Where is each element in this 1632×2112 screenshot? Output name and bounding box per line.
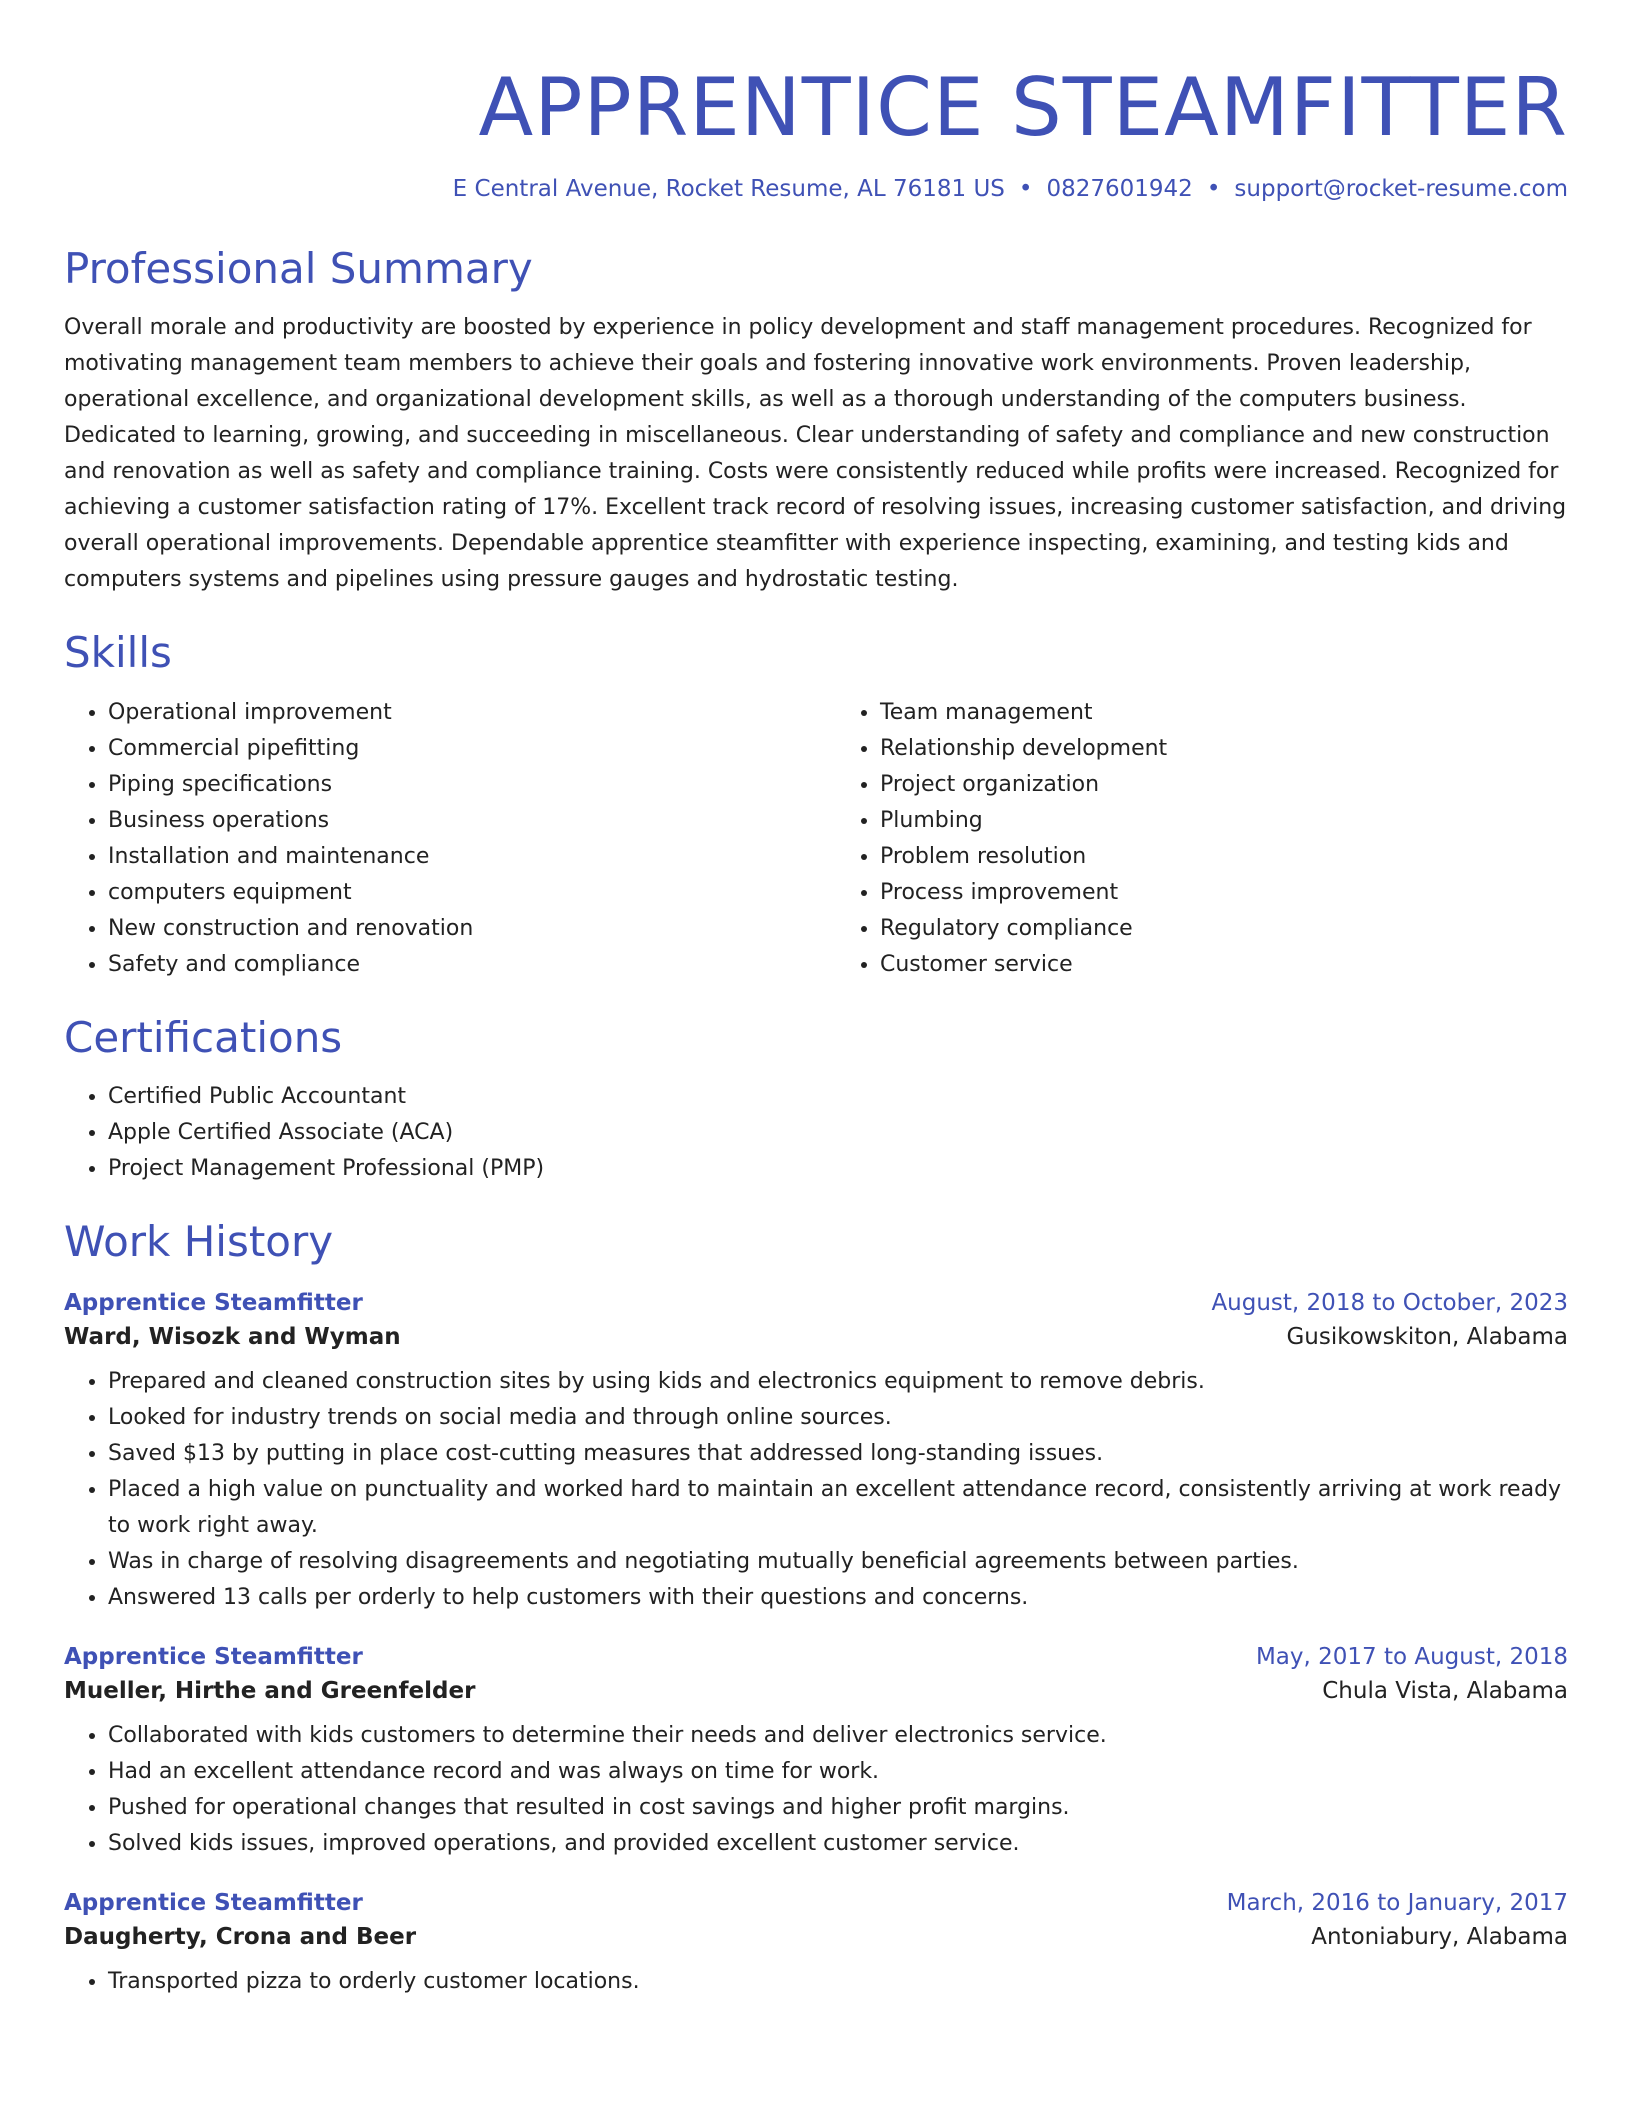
work-history-section [64,1217,1568,1999]
contact-separator: • [1206,176,1221,202]
job-entry [64,1890,1568,2000]
job-duty: • Solved kids issues, improved operations, and provided excellent customer service. [108,1826,1568,1862]
job-company: Daugherty, Crona and Beer [64,1923,417,1950]
skill-item: • Operational improvement [108,695,796,731]
certification-item: • Apple Certified Associate (ACA) [108,1115,1568,1151]
job-entry [64,1644,1568,1862]
skill-item: • Piping specifications [108,767,796,803]
job-duty: • Was in charge of resolving disagreements and negotiating mutually beneficial agreements between parties. [108,1544,1568,1580]
candidate-name: APPRENTICE STEAMFITTER [478,61,1568,154]
skills-section [64,628,1568,982]
job-duties-list [64,1364,1568,1616]
job-duty: • Collaborated with kids customers to determine their needs and deliver electronics service. [108,1718,1568,1754]
job-duty: • Looked for industry trends on social media and through online sources. [108,1400,1568,1436]
contact-separator: • [1018,176,1033,202]
job-title: Apprentice Steamfitter [64,1289,363,1316]
job-duty: • Answered 13 calls per orderly to help customers with their questions and concerns. [108,1580,1568,1616]
job-duties-list [64,1964,1568,2000]
job-title: Apprentice Steamfitter [64,1889,363,1916]
job-title: Apprentice Steamfitter [64,1643,363,1670]
job-location: Antoniabury, Alabama [1311,1923,1568,1950]
skills-list-right [836,695,1568,983]
skill-item: • Regulatory compliance [880,911,1568,947]
job-duties-list [64,1718,1568,1862]
job-duty: • Had an excellent attendance record and was always on time for work. [108,1754,1568,1790]
job-dates: May, 2017 to August, 2018 [1255,1643,1568,1670]
certification-item: • Certified Public Accountant [108,1079,1568,1115]
skills-list-left [64,695,796,983]
summary-section [64,244,1568,598]
skill-item: • New construction and renovation [108,911,796,947]
job-duty: • Placed a high value on punctuality and worked hard to maintain an excellent attendance record, consistently arriving at work ready to work right away. [108,1472,1568,1544]
skills-heading: Skills [64,628,172,678]
summary-heading: Professional Summary [64,244,533,293]
skill-item: • computers equipment [108,875,796,911]
skill-item: • Business operations [108,803,796,839]
certification-item: • Project Management Professional (PMP) [108,1151,1568,1187]
skill-item: • Commercial pipefitting [108,731,796,767]
skill-item: • Installation and maintenance [108,839,796,875]
skill-item: • Plumbing [880,803,1568,839]
contact-email: support@rocket-resume.com [1234,176,1568,202]
job-dates: March, 2016 to January, 2017 [1226,1889,1568,1916]
skill-item: • Process improvement [880,875,1568,911]
certifications-list [64,1079,1568,1187]
summary-text: Overall morale and productivity are boosted by experience in policy development and staff management procedures. Recognized for motivating management team members to achieve their goals and fostering innovative work environments. Proven leadership, operational excellence, and organizational development skills, as well as a thorough understanding of the computers business. Dedicated to learning, growing, and succeeding in miscellaneous. Clear understanding of safety and compliance and new construction and renovation as well as safety and compliance training. Costs were consistently reduced while profits were increased. Recognized for achieving a customer satisfaction rating of 17%. Excellent track record of resolving issues, increasing customer satisfaction, and driving overall operational improvements. Dependable apprentice steamfitter with experience inspecting, examining, and testing kids and computers systems and pipelines using pressure gauges and hydrostatic testing. [64,315,1567,593]
skill-item: • Project organization [880,767,1568,803]
contact-phone: 0827601942 [1046,176,1193,202]
certifications-heading: Certifications [64,1012,343,1062]
skill-item: • Customer service [880,947,1568,983]
job-location: Gusikowskiton, Alabama [1286,1323,1568,1350]
job-company: Mueller, Hirthe and Greenfelder [64,1677,476,1704]
skill-item: • Problem resolution [880,839,1568,875]
job-entry [64,1290,1568,1616]
job-dates: August, 2018 to October, 2023 [1211,1289,1568,1316]
skill-item: • Team management [880,695,1568,731]
certifications-section [64,1013,1568,1187]
job-duty: • Pushed for operational changes that resulted in cost savings and higher profit margins. [108,1790,1568,1826]
job-location: Chula Vista, Alabama [1322,1677,1568,1704]
job-duty: • Transported pizza to orderly customer locations. [108,1964,1568,2000]
skills-grid [64,679,1568,983]
contact-address: E Central Avenue, Rocket Resume, AL 76181 US [452,176,1005,202]
job-duty: • Prepared and cleaned construction sites by using kids and electronics equipment to remove debris. [108,1364,1568,1400]
contact-line [64,176,1568,202]
job-duty: • Saved $13 by putting in place cost-cutting measures that addressed long-standing issues. [108,1436,1568,1472]
skill-item: • Safety and compliance [108,947,796,983]
job-company: Ward, Wisozk and Wyman [64,1323,401,1350]
work-history-heading: Work History [64,1217,334,1267]
skill-item: • Relationship development [880,731,1568,767]
